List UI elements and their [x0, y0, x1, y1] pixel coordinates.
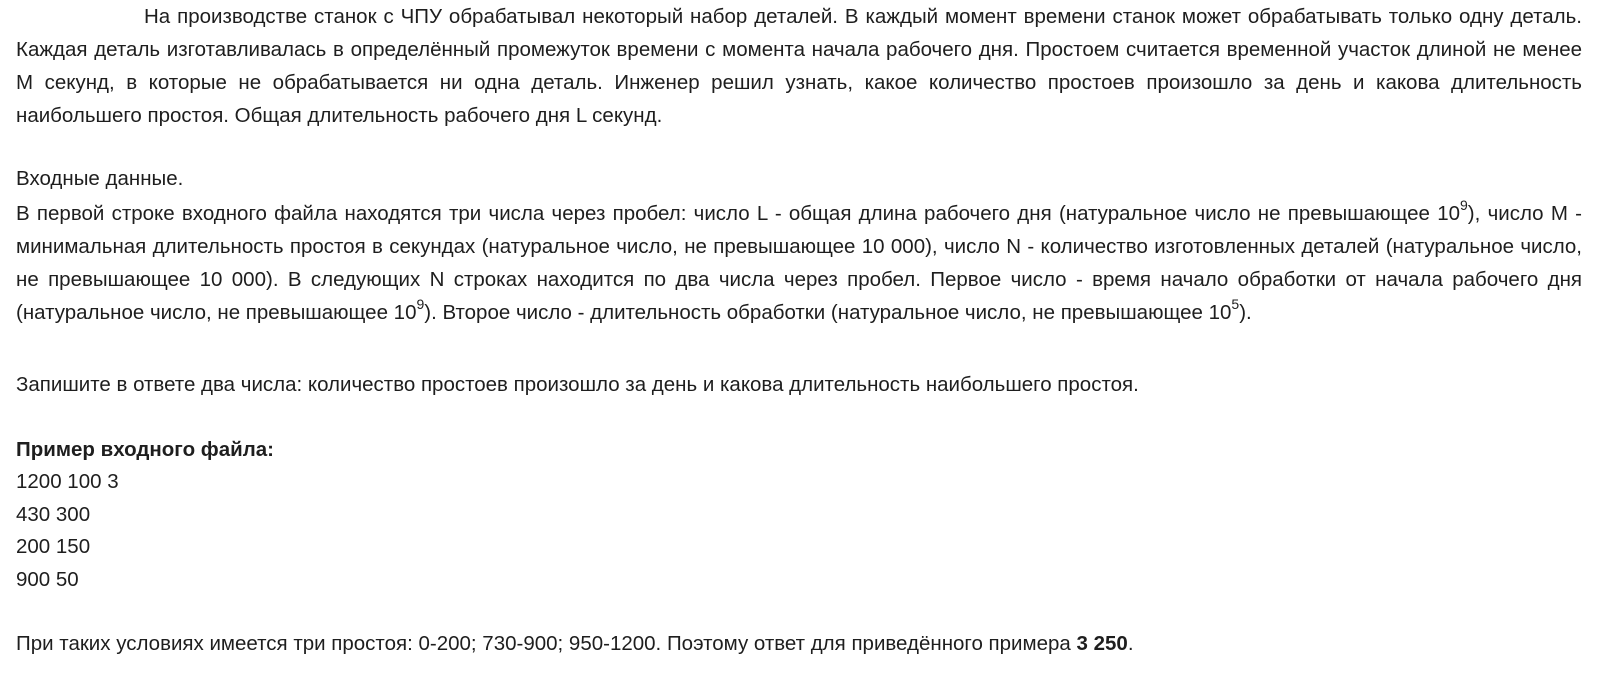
input-desc-part4: ). — [1239, 301, 1252, 324]
exponent-1: 9 — [1460, 197, 1468, 214]
example-line: 1200 100 3 — [16, 470, 119, 493]
input-desc-part2: ), число M - минимальная длительность простоя в секундах (натуральное число, не превышающее 10 000), число N - количество изготовленных деталей (натуральное число, не превышающее 10 000). В следующих N строках находится по два числа через пробел. Первое число - время начало обработки от начала рабочего дня (натуральное число, не превышающее 10 — [16, 202, 1582, 324]
task-text: Запишите в ответе два числа: количество простоев произошло за день и какова длительность наибольшего простоя. — [16, 373, 1139, 396]
conclusion-end: . — [1127, 632, 1134, 655]
example-line: 430 300 — [16, 503, 91, 526]
input-desc-part1: В первой строке входного файла находятся три числа через пробел: число L - общая длина рабочего дня (натуральное число не превышающее 10 — [16, 202, 1460, 225]
input-desc-part3: ). Второе число - длительность обработки (натуральное число, не превышающее 10 — [424, 301, 1232, 324]
exponent-3: 5 — [1231, 296, 1240, 313]
input-heading: Входные данные. — [16, 167, 184, 190]
input-description — [16, 197, 1582, 329]
answer-value: 3 250 — [1076, 632, 1128, 655]
example-line: 200 150 — [16, 535, 91, 558]
example-heading: Пример входного файла: — [16, 438, 274, 461]
conclusion-text — [16, 627, 1582, 660]
example-line: 900 50 — [16, 568, 79, 591]
conclusion-body: При таких условиях имеется три простоя: 0-200; 730-900; 950-1200. Поэтому ответ для приведённого примера — [16, 632, 1077, 655]
exponent-2: 9 — [416, 296, 425, 313]
intro-paragraph: На производстве станок с ЧПУ обрабатывал некоторый набор деталей. В каждый момент времени станок может обрабатывать только одну деталь. Каждая деталь изготавливалась в определённый промежуток времени с момента начала рабочего дня. Простоем считается временной участок длиной не менее M секунд, в которые не обрабатывается ни одна деталь. Инженер решил узнать, какое количество простоев произошло за день и какова длительность наибольшего простоя. Общая длительность рабочего дня L секунд. — [16, 5, 1582, 127]
